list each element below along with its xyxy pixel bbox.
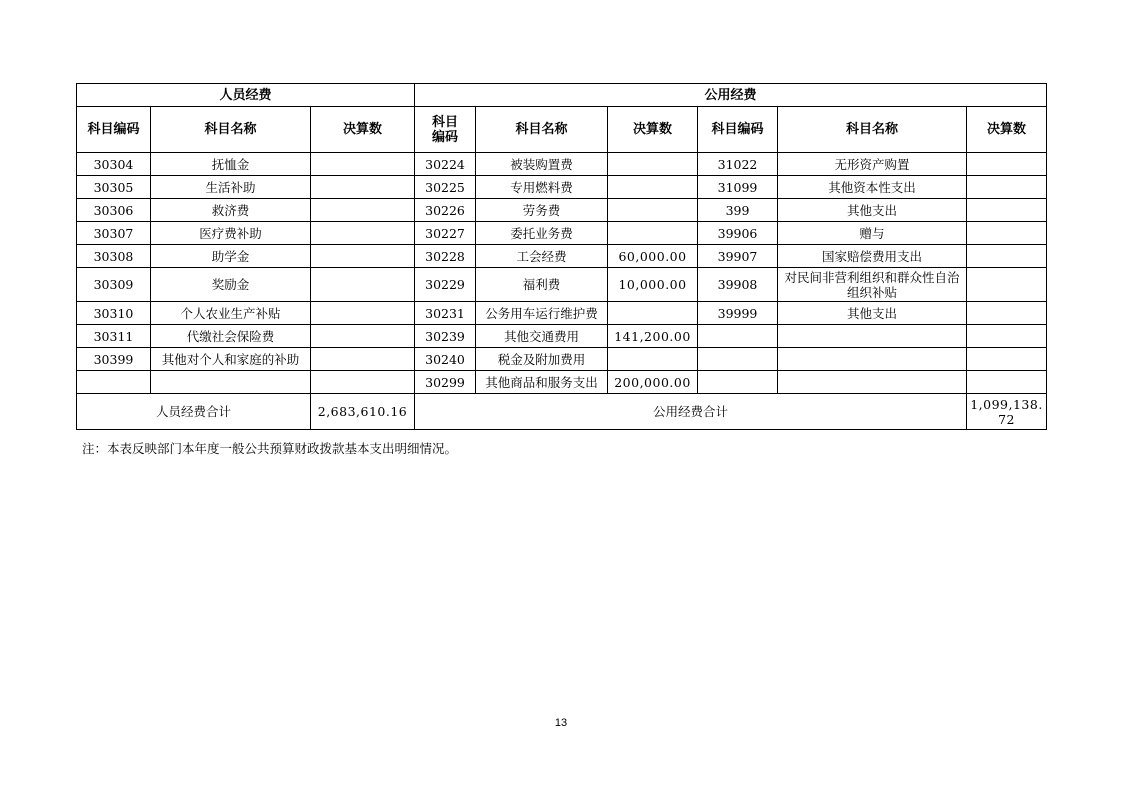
public-name-cell [778, 371, 967, 394]
public-name-cell: 其他资本性支出 [778, 176, 967, 199]
personnel-name-cell [151, 371, 311, 394]
personnel-amount-cell [311, 222, 415, 245]
table-row [77, 222, 1047, 245]
public-name-cell: 其他支出 [778, 302, 967, 325]
public-name-cell: 其他商品和服务支出 [476, 371, 608, 394]
public-code-cell: 30226 [415, 199, 476, 222]
column-header-amount: 决算数 [311, 107, 415, 153]
personnel-amount-cell [311, 153, 415, 176]
public-code-cell: 30224 [415, 153, 476, 176]
public-code-cell: 39999 [698, 302, 778, 325]
personnel-code-cell: 30304 [77, 153, 151, 176]
public-code-cell [698, 325, 778, 348]
total-personnel-value: 2,683,610.16 [311, 394, 415, 430]
personnel-name-cell: 助学金 [151, 245, 311, 268]
public-amount-cell: 141,200.00 [608, 325, 698, 348]
personnel-code-cell: 30311 [77, 325, 151, 348]
personnel-name-cell: 救济费 [151, 199, 311, 222]
personnel-code-cell: 30306 [77, 199, 151, 222]
public-amount-cell [608, 176, 698, 199]
public-name-cell: 税金及附加费用 [476, 348, 608, 371]
personnel-amount-cell [311, 325, 415, 348]
section-header-personnel: 人员经费 [77, 84, 415, 107]
column-header-code: 科目编码 [77, 107, 151, 153]
public-amount-cell [608, 302, 698, 325]
personnel-code-cell: 30305 [77, 176, 151, 199]
public-name-cell: 专用燃料费 [476, 176, 608, 199]
public-amount-cell [967, 222, 1047, 245]
public-code-cell: 39906 [698, 222, 778, 245]
public-amount-cell: 60,000.00 [608, 245, 698, 268]
table-row [77, 302, 1047, 325]
table-row [77, 153, 1047, 176]
public-name-cell: 委托业务费 [476, 222, 608, 245]
public-amount-cell [967, 199, 1047, 222]
personnel-amount-cell [311, 302, 415, 325]
personnel-name-cell: 抚恤金 [151, 153, 311, 176]
public-name-cell: 对民间非营利组织和群众性自治组织补贴 [778, 268, 967, 302]
personnel-code-cell [77, 371, 151, 394]
personnel-name-cell: 医疗费补助 [151, 222, 311, 245]
personnel-code-cell: 30308 [77, 245, 151, 268]
public-amount-cell [608, 153, 698, 176]
table-row [77, 325, 1047, 348]
public-code-cell: 30299 [415, 371, 476, 394]
public-code-cell: 31022 [698, 153, 778, 176]
public-amount-cell [967, 153, 1047, 176]
public-name-cell: 其他交通费用 [476, 325, 608, 348]
personnel-name-cell: 奖励金 [151, 268, 311, 302]
public-code-cell: 399 [698, 199, 778, 222]
table-row [77, 245, 1047, 268]
table-note: 注：本表反映部门本年度一般公共预算财政拨款基本支出明细情况。 [82, 441, 458, 456]
personnel-code-cell: 30310 [77, 302, 151, 325]
column-header-amount: 决算数 [967, 107, 1047, 153]
public-code-cell: 31099 [698, 176, 778, 199]
column-header-code: 科目 编码 [415, 107, 476, 153]
public-code-cell: 39908 [698, 268, 778, 302]
column-header-name: 科目名称 [151, 107, 311, 153]
column-header-amount: 决算数 [608, 107, 698, 153]
public-name-cell: 福利费 [476, 268, 608, 302]
public-name-cell: 被装购置费 [476, 153, 608, 176]
column-header-name: 科目名称 [476, 107, 608, 153]
table-row [77, 176, 1047, 199]
column-header-name: 科目名称 [778, 107, 967, 153]
public-amount-cell [967, 371, 1047, 394]
personnel-code-cell: 30399 [77, 348, 151, 371]
public-code-cell: 30229 [415, 268, 476, 302]
personnel-code-cell: 30307 [77, 222, 151, 245]
personnel-name-cell: 其他对个人和家庭的补助 [151, 348, 311, 371]
table-row [77, 371, 1047, 394]
public-name-cell: 劳务费 [476, 199, 608, 222]
public-amount-cell [967, 176, 1047, 199]
personnel-name-cell: 生活补助 [151, 176, 311, 199]
table-row [77, 268, 1047, 302]
personnel-amount-cell [311, 268, 415, 302]
personnel-name-cell: 个人农业生产补贴 [151, 302, 311, 325]
public-code-cell [698, 348, 778, 371]
personnel-amount-cell [311, 348, 415, 371]
public-code-cell [698, 371, 778, 394]
public-code-cell: 30228 [415, 245, 476, 268]
expenditure-detail-table [76, 83, 1047, 430]
public-amount-cell [608, 348, 698, 371]
public-amount-cell: 10,000.00 [608, 268, 698, 302]
public-name-cell: 公务用车运行维护费 [476, 302, 608, 325]
public-amount-cell [967, 348, 1047, 371]
personnel-amount-cell [311, 176, 415, 199]
public-name-cell [778, 348, 967, 371]
page-number: 13 [554, 717, 568, 729]
table-row [77, 348, 1047, 371]
personnel-amount-cell [311, 371, 415, 394]
total-public-value: 1,099,138.72 [967, 394, 1047, 430]
total-personnel-label: 人员经费合计 [77, 394, 311, 430]
public-amount-cell [967, 245, 1047, 268]
public-amount-cell [967, 325, 1047, 348]
public-name-cell: 无形资产购置 [778, 153, 967, 176]
personnel-code-cell: 30309 [77, 268, 151, 302]
public-code-cell: 39907 [698, 245, 778, 268]
table-row [77, 199, 1047, 222]
personnel-amount-cell [311, 245, 415, 268]
personnel-amount-cell [311, 199, 415, 222]
public-name-cell: 赠与 [778, 222, 967, 245]
public-name-cell: 工会经费 [476, 245, 608, 268]
personnel-name-cell: 代缴社会保险费 [151, 325, 311, 348]
public-amount-cell [608, 199, 698, 222]
public-name-cell: 其他支出 [778, 199, 967, 222]
public-code-cell: 30225 [415, 176, 476, 199]
total-public-label: 公用经费合计 [415, 394, 967, 430]
public-code-cell: 30239 [415, 325, 476, 348]
column-header-code: 科目编码 [698, 107, 778, 153]
public-amount-cell: 200,000.00 [608, 371, 698, 394]
public-name-cell: 国家赔偿费用支出 [778, 245, 967, 268]
section-header-public: 公用经费 [415, 84, 1047, 107]
public-code-cell: 30240 [415, 348, 476, 371]
public-code-cell: 30227 [415, 222, 476, 245]
public-name-cell [778, 325, 967, 348]
public-amount-cell [967, 302, 1047, 325]
public-code-cell: 30231 [415, 302, 476, 325]
public-amount-cell [967, 268, 1047, 302]
public-amount-cell [608, 222, 698, 245]
